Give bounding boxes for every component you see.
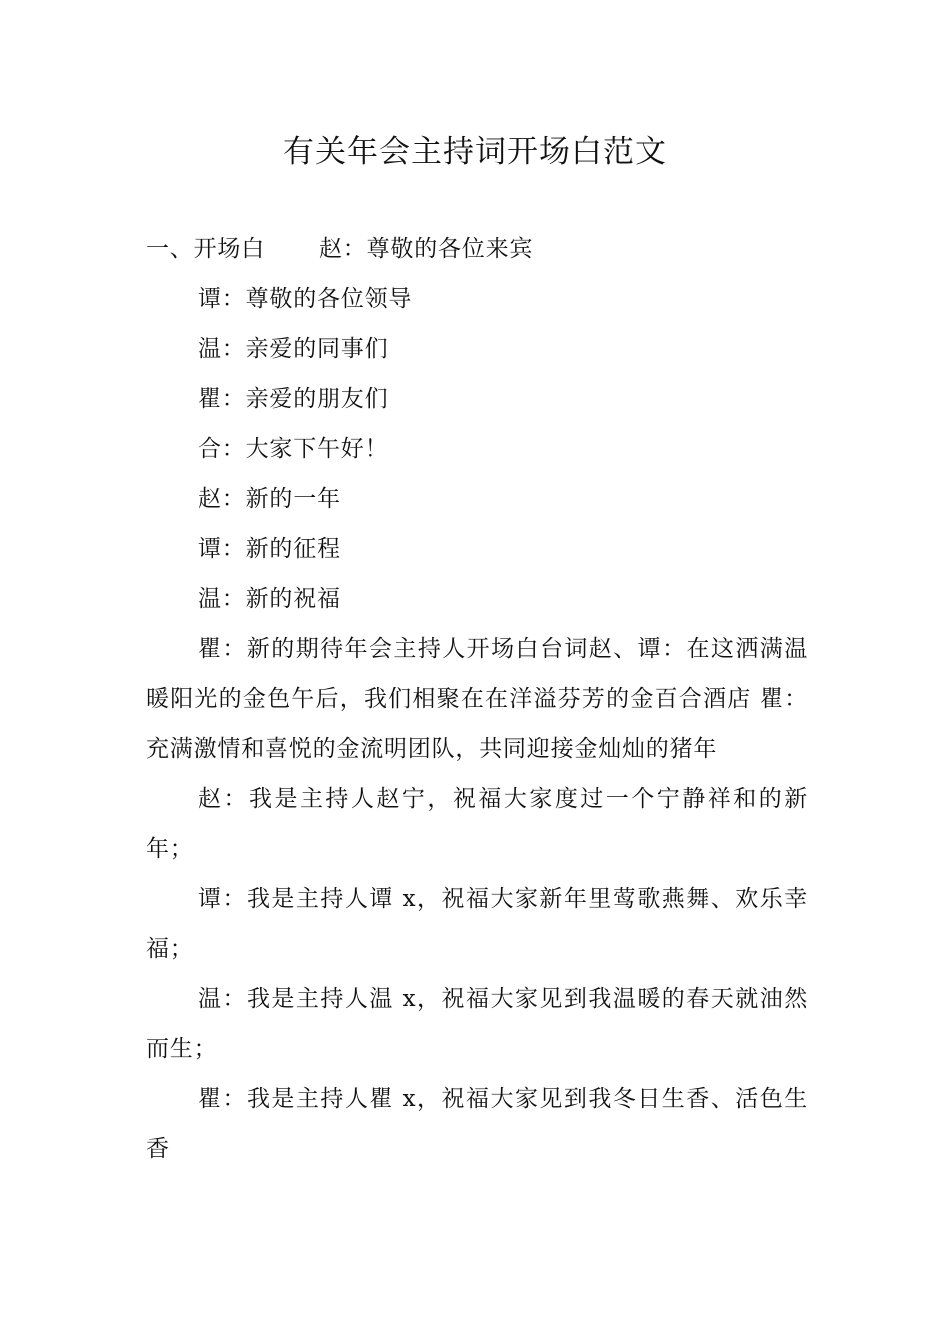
section-heading: 一、开场白 (146, 236, 265, 262)
document-title: 有关年会主持词开场白范文 (283, 134, 667, 170)
paragraph: 谭：我是主持人谭 x，祝福大家新年里莺歌燕舞、欢乐幸福； (146, 886, 808, 962)
paragraph: 谭：尊敬的各位领导 (198, 286, 413, 312)
paragraph: 瞿：新的期待年会主持人开场白台词赵、谭：在这洒满温暖阳光的金色午后，我们相聚在在洋溢芬芳的金百合酒店 瞿：充满激情和喜悦的金流明团队，共同迎接金灿灿的猪年 (146, 636, 808, 762)
paragraph: 赵：我是主持人赵宁，祝福大家度过一个宁静祥和的新年； (146, 786, 808, 862)
paragraph: 瞿：亲爱的朋友们 (198, 386, 389, 412)
paragraph: 温：我是主持人温 x，祝福大家见到我温暖的春天就油然而生； (146, 986, 808, 1062)
section-heading-line (146, 224, 808, 274)
paragraph: 温：新的祝福 (198, 586, 341, 612)
paragraph: 谭：新的征程 (198, 536, 341, 562)
document-body (146, 224, 808, 1174)
paragraph: 赵：新的一年 (198, 486, 341, 512)
heading-dialogue: 赵：尊敬的各位来宾 (319, 236, 534, 262)
paragraph: 温：亲爱的同事们 (198, 336, 389, 362)
paragraph: 合：大家下午好！ (198, 436, 389, 462)
paragraph: 瞿：我是主持人瞿 x，祝福大家见到我冬日生香、活色生香 (146, 1086, 808, 1162)
